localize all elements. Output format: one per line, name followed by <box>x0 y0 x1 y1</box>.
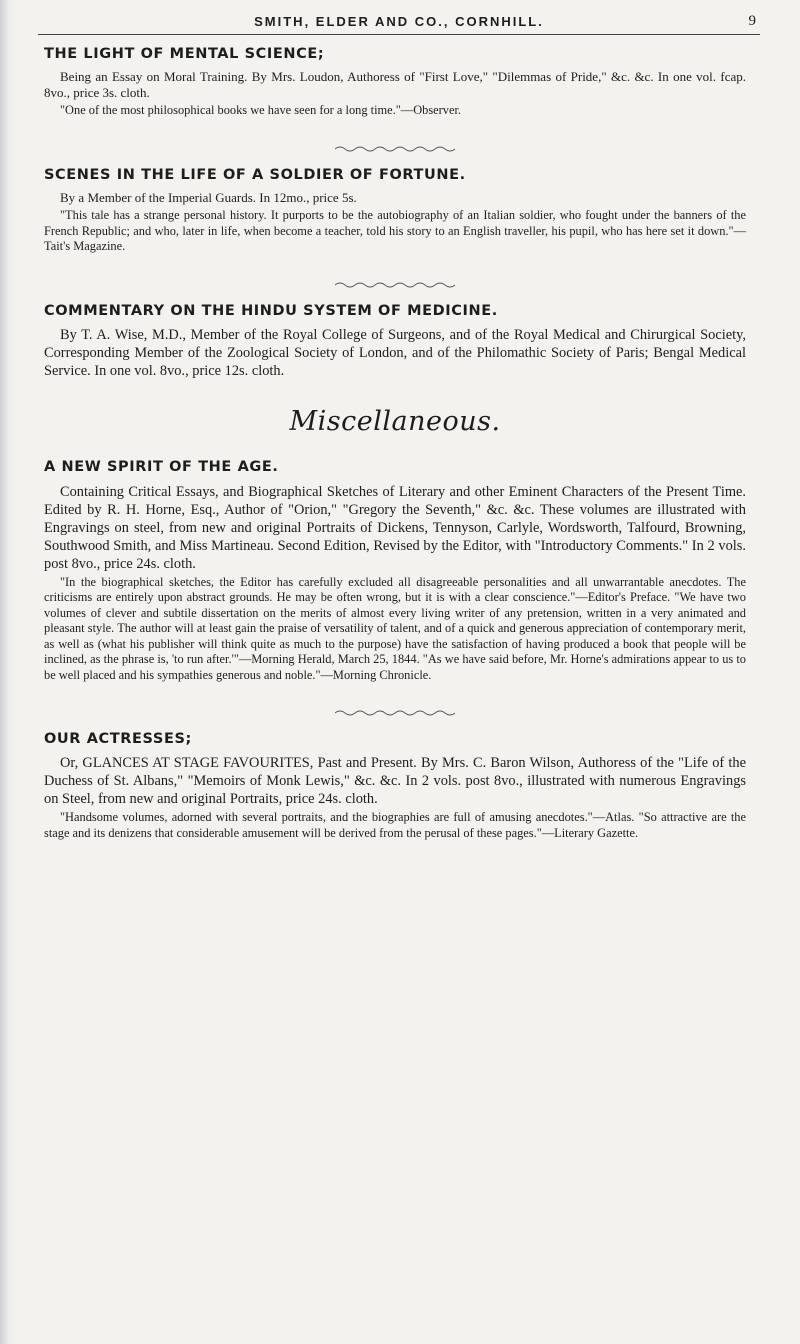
catalogue-entry <box>44 46 746 119</box>
entry-review-quote: "This tale has a strange personal history. It purports to be the autobiography of an Italian soldier, who fought under the banners of the French Republic; and who, later in life, when become a teacher, told his story to an English traveller, his pupil, who has here set it down."—Tait's Magazine. <box>44 208 746 254</box>
page-number: 9 <box>748 13 756 29</box>
catalogue-entry <box>44 459 746 683</box>
entry-description: By T. A. Wise, M.D., Member of the Royal College of Surgeons, and of the Royal Medical and Chirurgical Society, Corresponding Member of the Zoological Society of London, and of the Philomathic Society of Paris; Bengal Medical Service. In one vol. 8vo., price 12s. cloth. <box>44 327 746 380</box>
entry-description: Containing Critical Essays, and Biographical Sketches of Literary and other Eminent Characters of the Present Time. Edited by R. H. Horne, Esq., Author of "Orion," "Gregory the Seventh," &c. &c. These volumes are illustrated with Engravings on steel, from new and original Portraits of Dickens, Tennyson, Carlyle, Wordsworth, Talfourd, Browning, Southwood Smith, and Miss Martineau. Second Edition, Revised by the Editor, with "Introductory Comments." In 2 vols. post 8vo., price 24s. cloth. <box>44 483 746 572</box>
running-header <box>38 10 760 35</box>
catalogue-entry <box>44 303 746 380</box>
page-edge-shadow <box>0 0 14 1344</box>
entry-description: By a Member of the Imperial Guards. In 12mo., price 5s. <box>60 190 357 206</box>
entry-review-quote: "One of the most philosophical books we have seen for a long time."—Observer. <box>60 103 462 118</box>
wavy-separator <box>335 281 455 289</box>
wavy-separator <box>335 709 455 717</box>
entry-review-quote: "Handsome volumes, adorned with several portraits, and the biographies are full of amusing anecdotes."—Atlas. "So attractive are the stage and its denizens that considerable amusement will be derived from the perusal of these pages."—Literary Gazette. <box>44 810 746 840</box>
entry-title: THE LIGHT OF MENTAL SCIENCE; <box>44 46 325 62</box>
catalogue-entry <box>44 167 746 255</box>
entry-title: OUR ACTRESSES; <box>44 731 192 748</box>
entry-title: SCENES IN THE LIFE OF A SOLDIER OF FORTUNE. <box>44 166 466 183</box>
entry-description: Being an Essay on Moral Training. By Mrs. Loudon, Authoress of "First Love," "Dilemmas of Pride," &c. &c. In one vol. fcap. 8vo., price 3s. cloth. <box>44 69 746 101</box>
entry-review-quote: "In the biographical sketches, the Editor has carefully excluded all disagreeable personalities and all unwarrantable anecdotes. The criticisms are entirely upon abstract grounds. He may be often wrong, but it is with a clear conscience."—Editor's Preface. "We have two volumes of clever and subtile dissertation on the merits of almost every living writer of any pretension, written in a very animated and pleasant style. The author will at least gain the praise of versatility of talent, and of a quick and generous appreciation of contemporary merit, as well as (what his publisher will think quite as much to the purpose) have the satisfaction of having produced a book that people will be inclined, as the phrase is, 'to run after.'"—Morning Herald, March 25, 1844. "As we have said before, Mr. Horne's admirations appear to us to be well placed and his sympathies generous and noble."—Morning Chronicle. <box>44 574 746 682</box>
wavy-separator <box>335 145 455 153</box>
catalogue-content <box>44 46 746 867</box>
entry-title: COMMENTARY ON THE HINDU SYSTEM OF MEDICINE. <box>44 302 498 319</box>
entry-title: A NEW SPIRIT OF THE AGE. <box>44 459 279 476</box>
entry-description: Or, GLANCES AT STAGE FAVOURITES, Past and Present. By Mrs. C. Baron Wilson, Authoress of the "Life of the Duchess of St. Albans," "Memoirs of Monk Lewis," &c. &c. In 2 vols. post 8vo., illustrated with numerous Engravings on Steel, from new and original Portraits, price 24s. cloth. <box>44 755 746 808</box>
section-heading: Miscellaneous. <box>289 406 501 438</box>
catalogue-entry <box>44 731 746 841</box>
publisher-heading: SMITH, ELDER AND CO., CORNHILL. <box>254 14 544 29</box>
